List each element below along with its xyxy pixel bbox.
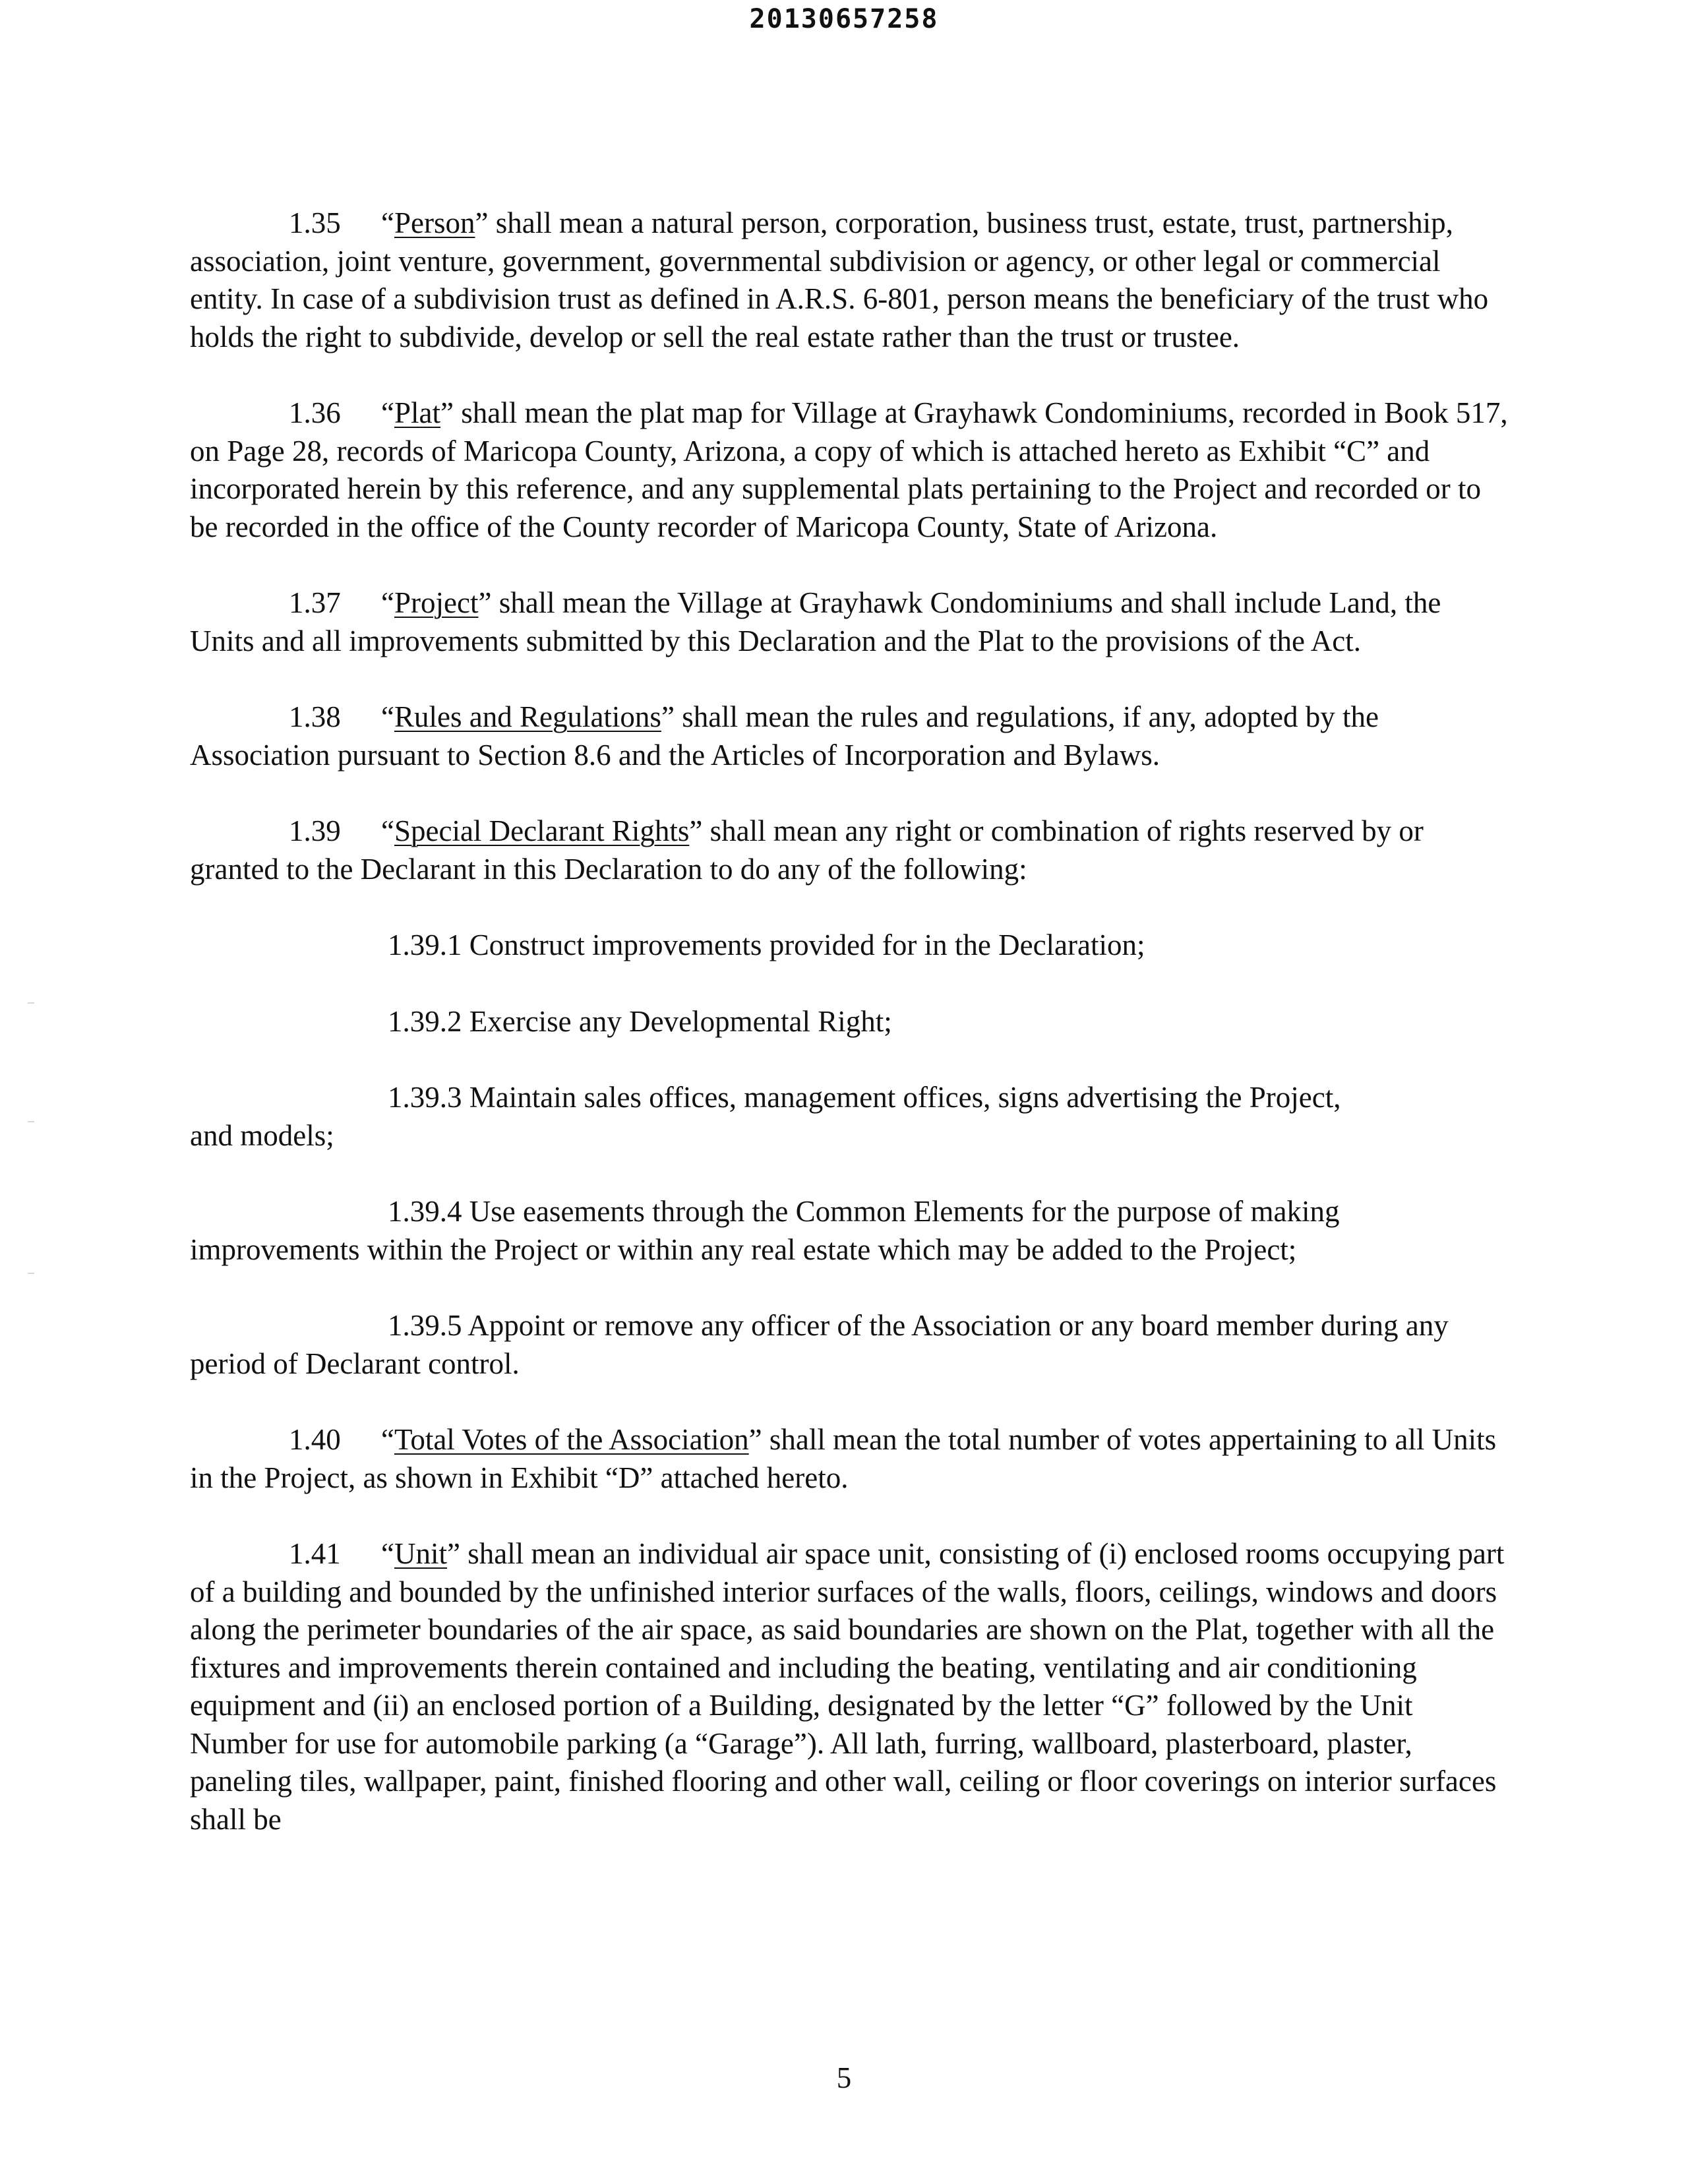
open-quote: “: [381, 396, 394, 429]
section-number: 1.40: [289, 1423, 341, 1456]
close-quote: ”: [440, 396, 454, 429]
scan-margin-mark: [28, 1002, 34, 1004]
subsection-1-39-3: [190, 1079, 1509, 1155]
section-1-40: [190, 1421, 1509, 1497]
defined-term: Plat: [394, 396, 440, 429]
section-number: 1.38: [289, 700, 341, 733]
defined-term: Unit: [394, 1537, 447, 1570]
open-quote: “: [381, 206, 394, 239]
definition-text: shall mean an individual air space unit, consisting of (i) enclosed rooms occupying part of a building and bounded by the unfinished interior surfaces of the walls, floors, ceilings, windows and doors along the perimeter boundaries of the air space, as said boundaries are shown on the Plat, together with all the fixtures and improvements therein contained and including the beating, ventilating and air conditioning equipment and (ii) an enclosed portion of a Building, designated by the letter “G” followed by the Unit Number for use for automobile parking (a “Garage”). All lath, furring, wallboard, plasterboard, plaster, paneling tiles, wallpaper, paint, finished flooring and other wall, ceiling or floor coverings on interior surfaces shall be: [190, 1537, 1505, 1836]
definition-text: shall mean the Village at Grayhawk Condominiums and shall include Land, the Units and all improvements submitted by this Declaration and the Plat to the provisions of the Act.: [190, 586, 1441, 657]
close-quote: ”: [661, 700, 675, 733]
defined-term: Special Declarant Rights: [394, 814, 690, 847]
close-quote: ”: [689, 814, 703, 847]
section-1-41: [190, 1535, 1509, 1838]
open-quote: “: [381, 1537, 394, 1570]
page-number: 5: [836, 2061, 852, 2094]
close-quote: ”: [748, 1423, 762, 1456]
definition-text: shall mean a natural person, corporation, business trust, estate, trust, partnership, association, joint venture, government, governmental subdivision or agency, or other legal or commercial entity. In case of a subdivision trust as defined in A.R.S. 6-801, person means the beneficiary of the trust who holds the right to subdivide, develop or sell the real estate rather than the trust or trustee.: [190, 206, 1489, 353]
open-quote: “: [381, 1423, 394, 1456]
open-quote: “: [381, 586, 394, 619]
subsection-1-39-3-line1: 1.39.3 Maintain sales offices, management offices, signs advertising the Project,: [388, 1081, 1341, 1114]
document-number: 20130657258: [749, 4, 939, 34]
section-number: 1.37: [289, 586, 341, 619]
close-quote: ”: [447, 1537, 460, 1570]
scan-margin-mark: [28, 1121, 34, 1122]
definition-text: shall mean any right or combination of rights reserved by or granted to the Declarant in this Declaration to do any of the following:: [190, 814, 1424, 886]
definition-text: shall mean the plat map for Village at Grayhawk Condominiums, recorded in Book 517, on Page 28, records of Maricopa County, Arizona, a copy of which is attached hereto as Exhibit “C” and incorporated herein by this reference, and any supplemental plats pertaining to the Project and recorded or to be recorded in the office of the County recorder of Maricopa County, State of Arizona.: [190, 396, 1508, 543]
subsection-1-39-5: 1.39.5 Appoint or remove any officer of the Association or any board member during any period of Declarant control.: [190, 1309, 1449, 1380]
close-quote: ”: [478, 586, 492, 619]
subsection-1-39-1: 1.39.1 Construct improvements provided for in the Declaration;: [388, 928, 1145, 961]
section-number: 1.41: [289, 1537, 341, 1570]
scan-margin-mark: [28, 1273, 34, 1274]
section-number: 1.35: [289, 206, 341, 239]
subsection-1-39-4: 1.39.4 Use easements through the Common Elements for the purpose of making improvements within the Project or within any real estate which may be added to the Project;: [190, 1195, 1340, 1266]
defined-term: Project: [394, 586, 479, 619]
defined-term: Rules and Regulations: [394, 700, 661, 733]
defined-term: Person: [394, 206, 475, 239]
section-number: 1.36: [289, 396, 341, 429]
section-1-36: [190, 394, 1509, 546]
section-1-39: [190, 812, 1509, 888]
section-1-35: [190, 204, 1509, 356]
close-quote: ”: [475, 206, 489, 239]
open-quote: “: [381, 700, 394, 733]
subsection-1-39-3-line2: and models;: [190, 1118, 334, 1152]
open-quote: “: [381, 814, 394, 847]
section-number: 1.39: [289, 814, 341, 847]
defined-term: Total Votes of the Association: [394, 1423, 749, 1456]
definition-text: shall mean the total number of votes appertaining to all Units in the Project, as shown in Exhibit “D” attached hereto.: [190, 1423, 1497, 1494]
subsection-1-39-2: 1.39.2 Exercise any Developmental Right;: [388, 1004, 892, 1038]
section-1-38: [190, 698, 1509, 774]
document-body: [190, 204, 1509, 1877]
definition-text: shall mean the rules and regulations, if any, adopted by the Association pursuant to Section 8.6 and the Articles of Incorporation and Bylaws.: [190, 700, 1379, 772]
section-1-37: [190, 584, 1509, 660]
